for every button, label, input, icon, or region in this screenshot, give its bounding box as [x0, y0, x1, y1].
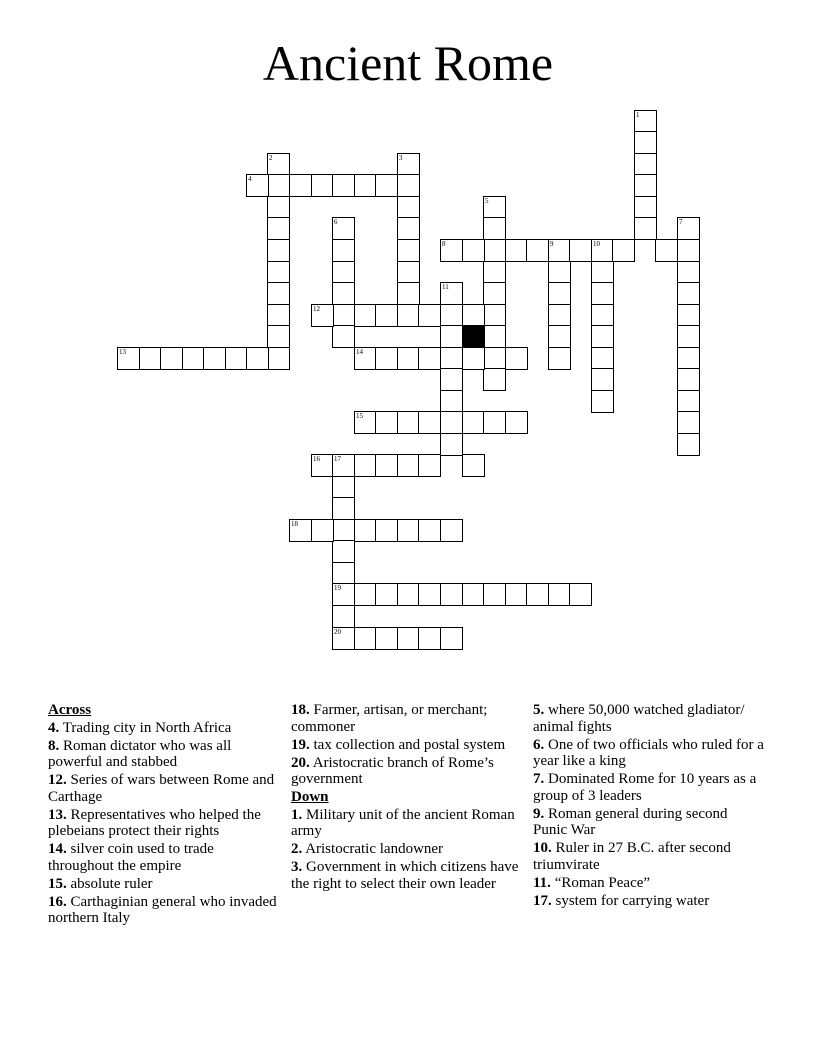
grid-cell[interactable]: [569, 239, 592, 262]
clue-text: Carthaginian general who invaded northern Italy: [48, 893, 277, 926]
clue-text: Ruler in 27 B.C. after second triumvirate: [533, 840, 731, 873]
clue-number: 12.: [48, 772, 67, 788]
grid-cell[interactable]: [634, 196, 657, 219]
grid-cell[interactable]: [160, 347, 183, 370]
grid-cell[interactable]: [332, 454, 355, 477]
grid-cell[interactable]: [397, 411, 420, 434]
clue-text: Aristocratic landowner: [305, 841, 444, 857]
grid-cell[interactable]: [375, 519, 398, 542]
grid-cell[interactable]: [332, 583, 355, 606]
clue-number: 8.: [48, 737, 60, 754]
grid-cell[interactable]: [677, 282, 700, 305]
grid-cell[interactable]: [397, 239, 420, 262]
grid-cell[interactable]: [375, 304, 398, 327]
clue-number: 6.: [533, 736, 545, 753]
grid-cell[interactable]: [397, 261, 420, 284]
grid-cell[interactable]: [677, 239, 700, 262]
grid-cell[interactable]: [440, 411, 463, 434]
grid-cell[interactable]: [418, 347, 441, 370]
clue-text: Aristocratic branch of Rome’s government: [291, 754, 494, 787]
grid-cell[interactable]: [354, 627, 377, 650]
grid-cell[interactable]: [677, 261, 700, 284]
clue-number-7: 7: [679, 218, 683, 226]
down-heading: Down: [291, 789, 329, 805]
clue-text: Representatives who helped the plebeians protect their rights: [48, 806, 261, 839]
grid-cell[interactable]: [483, 217, 506, 240]
grid-cell[interactable]: [375, 627, 398, 650]
grid-cell[interactable]: [548, 239, 571, 262]
clue-number-9: 9: [550, 240, 554, 248]
grid-cell[interactable]: [332, 304, 355, 327]
grid-cell[interactable]: [483, 411, 506, 434]
clue-number-11: 11: [442, 283, 449, 291]
clue-number: 15.: [48, 875, 67, 892]
grid-cell[interactable]: [483, 282, 506, 305]
clue-number-6: 6: [334, 218, 338, 226]
clue-13: [48, 807, 280, 840]
grid-cell[interactable]: [311, 454, 334, 477]
grid-cell[interactable]: [440, 368, 463, 391]
grid-cell[interactable]: [591, 261, 614, 284]
clue-number: 16.: [48, 893, 67, 910]
clue-text: where 50,000 watched gladiator/ animal fights: [533, 702, 745, 735]
grid-cell[interactable]: [505, 239, 528, 262]
grid-cell[interactable]: [418, 583, 441, 606]
grid-cell[interactable]: [677, 390, 700, 413]
grid-cell[interactable]: [548, 583, 571, 606]
clue-10: [533, 840, 765, 873]
clue-number-16: 16: [313, 455, 320, 463]
grid-cell[interactable]: [246, 174, 269, 197]
grid-cell[interactable]: [462, 347, 485, 370]
clue-number: 18.: [291, 702, 310, 718]
clue-number-17: 17: [334, 455, 341, 463]
puzzle-title: Ancient Rome: [262, 35, 554, 91]
clue-19: [291, 737, 523, 754]
grid-cell[interactable]: [440, 347, 463, 370]
grid-cell[interactable]: [569, 583, 592, 606]
grid-cell[interactable]: [505, 411, 528, 434]
clue-text: Dominated Rome for 10 years as a group of 3 leaders: [533, 771, 757, 804]
grid-cell[interactable]: [677, 411, 700, 434]
clue-4: [48, 720, 280, 737]
grid-cell[interactable]: [332, 325, 355, 348]
grid-cell[interactable]: [354, 304, 377, 327]
grid-cell[interactable]: [440, 519, 463, 542]
grid-cell[interactable]: [634, 153, 657, 176]
clue-12: [48, 772, 280, 805]
grid-cell[interactable]: [462, 239, 485, 262]
grid-cell[interactable]: [483, 368, 506, 391]
clue-number: 3.: [291, 859, 303, 875]
grid-cell[interactable]: [267, 325, 290, 348]
clue-number: 20.: [291, 754, 310, 771]
grid-cell[interactable]: [397, 153, 420, 176]
clue-number: 2.: [291, 841, 303, 857]
grid-cell[interactable]: [332, 217, 355, 240]
grid-cell[interactable]: [440, 583, 463, 606]
grid-cell[interactable]: [548, 347, 571, 370]
grid-cell[interactable]: [440, 325, 463, 348]
clue-number: 19.: [291, 736, 310, 753]
grid-cell[interactable]: [634, 131, 657, 154]
grid-cell[interactable]: [332, 239, 355, 262]
grid-cell[interactable]: [483, 325, 506, 348]
clue-text: Military unit of the ancient Roman army: [291, 806, 515, 839]
clue-text: system for carrying water: [555, 892, 710, 909]
grid-cell[interactable]: [677, 433, 700, 456]
grid-cell[interactable]: [505, 347, 528, 370]
clue-16: [48, 894, 280, 927]
clues-column-1: [48, 702, 280, 928]
grid-cell[interactable]: [483, 304, 506, 327]
clue-2: [291, 841, 523, 858]
grid-cell[interactable]: [397, 196, 420, 219]
clue-text: silver coin used to trade throughout the empire: [48, 841, 214, 874]
grid-cell[interactable]: [462, 304, 485, 327]
grid-cell[interactable]: [267, 239, 290, 262]
clue-number: 17.: [533, 892, 552, 909]
clue-9: [533, 806, 765, 839]
grid-cell[interactable]: [397, 627, 420, 650]
clue-number-3: 3: [399, 154, 403, 162]
grid-cell[interactable]: [462, 411, 485, 434]
grid-cell[interactable]: [440, 390, 463, 413]
grid-cell[interactable]: [267, 217, 290, 240]
clue-number-4: 4: [248, 175, 252, 183]
grid-cell[interactable]: [591, 239, 614, 262]
black-cell: [462, 325, 485, 348]
clue-7: [533, 771, 765, 804]
clue-number: 14.: [48, 841, 67, 857]
grid-cell[interactable]: [332, 174, 355, 197]
clue-number: 4.: [48, 719, 60, 736]
grid-cell[interactable]: [591, 368, 614, 391]
grid-cell[interactable]: [332, 282, 355, 305]
grid-cell[interactable]: [332, 540, 355, 563]
grid-cell[interactable]: [311, 519, 334, 542]
clue-number: 7.: [533, 771, 545, 787]
grid-cell[interactable]: [440, 282, 463, 305]
clue-number: 5.: [533, 702, 545, 718]
clue-text: Farmer, artisan, or merchant; commoner: [291, 702, 488, 735]
grid-cell[interactable]: [634, 174, 657, 197]
grid-cell[interactable]: [548, 282, 571, 305]
clue-number-14: 14: [356, 348, 363, 356]
grid-cell[interactable]: [505, 583, 528, 606]
grid-cell[interactable]: [440, 239, 463, 262]
clues-column-2: [291, 702, 523, 894]
clue-text: Government in which citizens have the right to select their own leader: [291, 859, 519, 892]
grid-cell[interactable]: [354, 174, 377, 197]
clue-text: Series of wars between Rome and Carthage: [48, 772, 275, 805]
clue-text: absolute ruler: [70, 875, 153, 892]
grid-cell[interactable]: [354, 519, 377, 542]
grid-cell[interactable]: [267, 153, 290, 176]
clue-number: 13.: [48, 806, 67, 823]
grid-cell[interactable]: [267, 261, 290, 284]
grid-cell[interactable]: [634, 110, 657, 133]
grid-cell[interactable]: [332, 497, 355, 520]
grid-cell[interactable]: [418, 519, 441, 542]
grid-cell[interactable]: [311, 304, 334, 327]
grid-cell[interactable]: [548, 304, 571, 327]
clue-8: [48, 738, 280, 771]
clue-number-1: 1: [636, 111, 640, 119]
grid-cell[interactable]: [397, 583, 420, 606]
grid-cell[interactable]: [483, 239, 506, 262]
clue-number: 10.: [533, 840, 552, 856]
grid-cell[interactable]: [397, 217, 420, 240]
grid-cell[interactable]: [332, 605, 355, 628]
clue-number: 11.: [533, 874, 551, 891]
grid-cell[interactable]: [548, 261, 571, 284]
grid-cell[interactable]: [267, 347, 290, 370]
grid-cell[interactable]: [483, 347, 506, 370]
clue-number-2: 2: [269, 154, 273, 162]
grid-cell[interactable]: [289, 519, 312, 542]
grid-cell[interactable]: [354, 347, 377, 370]
clue-3: [291, 859, 523, 892]
clue-5: [533, 702, 765, 735]
grid-cell[interactable]: [203, 347, 226, 370]
clue-20: [291, 755, 523, 788]
grid-cell[interactable]: [332, 562, 355, 585]
clue-number-20: 20: [334, 628, 341, 636]
grid-cell[interactable]: [483, 261, 506, 284]
grid-cell[interactable]: [591, 325, 614, 348]
clue-text: “Roman Peace”: [554, 874, 651, 891]
clues-column-3: [533, 702, 765, 911]
grid-cell[interactable]: [612, 239, 635, 262]
grid-cell[interactable]: [332, 476, 355, 499]
clue-11: [533, 875, 765, 892]
grid-cell[interactable]: [375, 411, 398, 434]
clue-14: [48, 841, 280, 874]
grid-cell[interactable]: [418, 454, 441, 477]
grid-cell[interactable]: [397, 519, 420, 542]
grid-cell[interactable]: [267, 304, 290, 327]
grid-cell[interactable]: [375, 347, 398, 370]
clue-number-8: 8: [442, 240, 446, 248]
across-heading: Across: [48, 702, 92, 718]
grid-cell[interactable]: [483, 583, 506, 606]
grid-cell[interactable]: [332, 627, 355, 650]
clue-text: Trading city in North Africa: [62, 719, 232, 736]
grid-cell[interactable]: [462, 454, 485, 477]
grid-cell[interactable]: [375, 454, 398, 477]
grid-cell[interactable]: [440, 304, 463, 327]
grid-cell[interactable]: [397, 454, 420, 477]
grid-cell[interactable]: [440, 627, 463, 650]
grid-cell[interactable]: [548, 325, 571, 348]
grid-cell[interactable]: [182, 347, 205, 370]
clue-number-18: 18: [291, 520, 298, 528]
grid-cell[interactable]: [677, 217, 700, 240]
clue-number-13: 13: [119, 348, 126, 356]
clue-number: 9.: [533, 805, 545, 822]
clue-number-15: 15: [356, 412, 363, 420]
grid-cell[interactable]: [397, 304, 420, 327]
grid-cell[interactable]: [677, 325, 700, 348]
grid-cell[interactable]: [483, 196, 506, 219]
grid-cell[interactable]: [397, 174, 420, 197]
grid-cell[interactable]: [354, 411, 377, 434]
grid-cell[interactable]: [418, 411, 441, 434]
clue-17: [533, 893, 765, 910]
clue-text: Roman dictator who was all powerful and stabbed: [48, 737, 232, 770]
grid-cell[interactable]: [375, 174, 398, 197]
grid-cell[interactable]: [246, 347, 269, 370]
grid-cell[interactable]: [397, 347, 420, 370]
clue-text: One of two officials who ruled for a year like a king: [533, 736, 764, 769]
clue-18: [291, 702, 523, 735]
grid-cell[interactable]: [354, 583, 377, 606]
clue-15: [48, 876, 280, 893]
grid-cell[interactable]: [418, 304, 441, 327]
grid-cell[interactable]: [267, 174, 290, 197]
grid-cell[interactable]: [397, 282, 420, 305]
grid-cell[interactable]: [591, 304, 614, 327]
grid-cell[interactable]: [591, 282, 614, 305]
grid-cell[interactable]: [591, 347, 614, 370]
grid-cell[interactable]: [462, 583, 485, 606]
grid-cell[interactable]: [311, 174, 334, 197]
grid-cell[interactable]: [139, 347, 162, 370]
grid-cell[interactable]: [677, 347, 700, 370]
grid-cell[interactable]: [655, 239, 678, 262]
grid-cell[interactable]: [117, 347, 140, 370]
grid-cell[interactable]: [267, 196, 290, 219]
grid-cell[interactable]: [354, 454, 377, 477]
grid-cell[interactable]: [332, 261, 355, 284]
clue-number: 1.: [291, 806, 303, 823]
clue-text: tax collection and postal system: [313, 736, 506, 753]
grid-cell[interactable]: [440, 433, 463, 456]
clue-text: Roman general during second Punic War: [533, 805, 728, 838]
clue-number-10: 10: [593, 240, 600, 248]
grid-cell[interactable]: [634, 217, 657, 240]
grid-cell[interactable]: [677, 368, 700, 391]
clue-1: [291, 807, 523, 840]
grid-cell[interactable]: [375, 583, 398, 606]
clue-number-5: 5: [485, 197, 489, 205]
grid-cell[interactable]: [225, 347, 248, 370]
clue-number-19: 19: [334, 584, 341, 592]
grid-cell[interactable]: [526, 239, 549, 262]
grid-cell[interactable]: [677, 304, 700, 327]
grid-cell[interactable]: [591, 390, 614, 413]
clue-number-12: 12: [313, 305, 320, 313]
grid-cell[interactable]: [418, 627, 441, 650]
grid-cell[interactable]: [526, 583, 549, 606]
grid-cell[interactable]: [267, 282, 290, 305]
clue-6: [533, 737, 765, 770]
grid-cell[interactable]: [289, 174, 312, 197]
